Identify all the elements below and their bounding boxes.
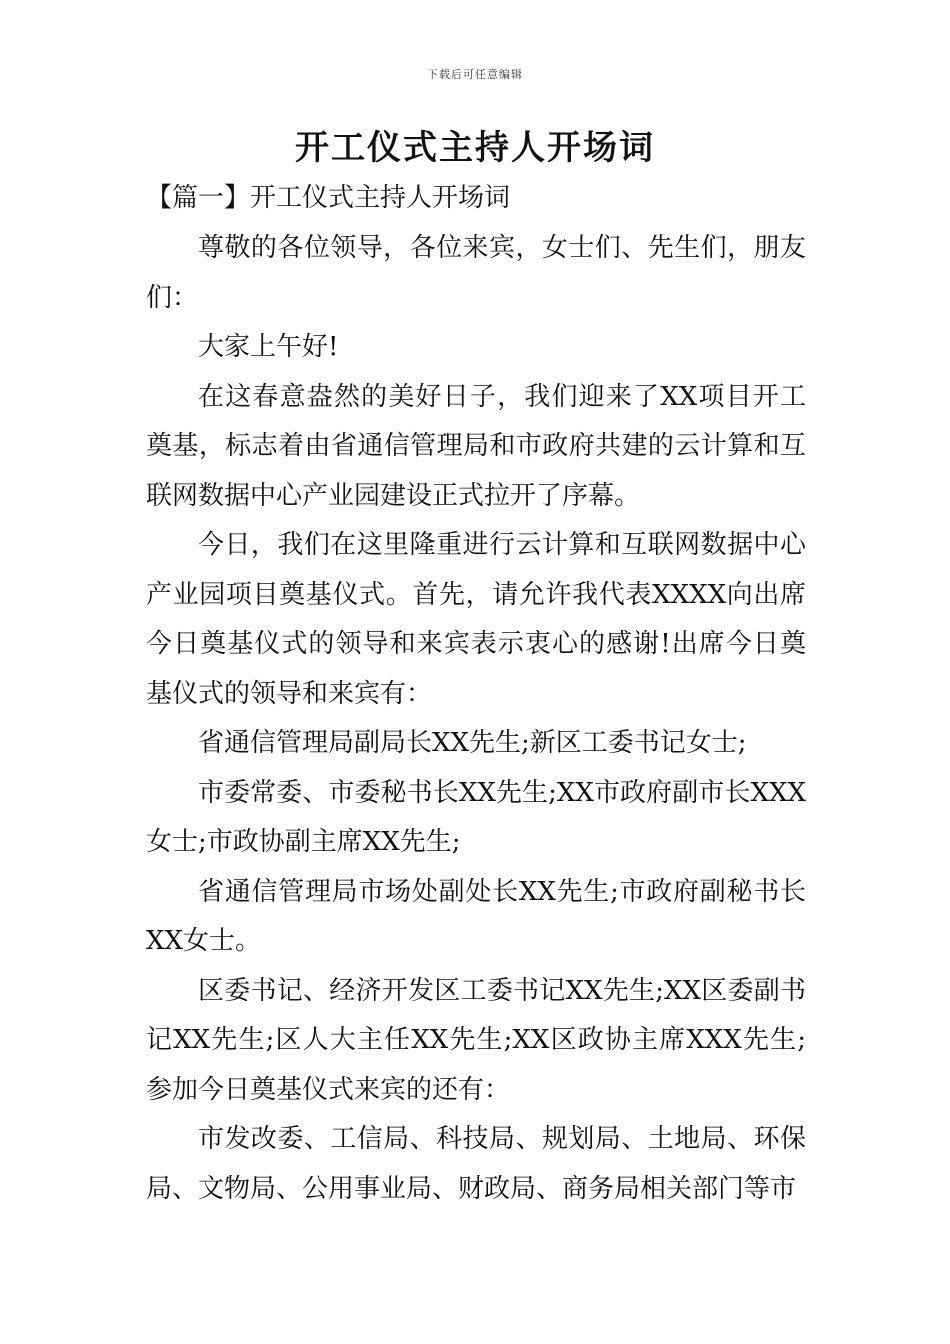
paragraph-guest-list-4: 区委书记、经济开发区工委书记XX先生;XX区委副书记XX先生;区人大主任XX先生;XX区政协主席XXX先生;参加今日奠基仪式来宾的还有：	[146, 975, 806, 1105]
document-body	[146, 224, 806, 1214]
paragraph-greeting: 尊敬的各位领导，各位来宾，女士们、先生们，朋友们：	[146, 233, 806, 313]
header-note: 下载后可任意编辑	[427, 68, 523, 81]
document-title: 开工仪式主持人开场词	[295, 128, 655, 168]
paragraph-guest-list-1: 省通信管理局副局长XX先生;新区工委书记女士;	[198, 728, 747, 758]
paragraph-guest-list-3: 省通信管理局市场处副处长XX先生;市政府副秘书长XX女士。	[146, 876, 806, 956]
section-heading: 【篇一】开工仪式主持人开场词	[146, 183, 511, 213]
paragraph-guest-list-2: 市委常委、市委秘书长XX先生;XX市政府副市长XXX女士;市政协副主席XX先生;	[146, 777, 806, 857]
paragraph-departments: 市发改委、工信局、科技局、规划局、土地局、环保局、文物局、公用事业局、财政局、商务局相关部门等市	[146, 1124, 806, 1204]
paragraph-ceremony-intro: 今日，我们在这里隆重进行云计算和互联网数据中心产业园项目奠基仪式。首先，请允许我代表XXXX向出席今日奠基仪式的领导和来宾表示衷心的感谢!出席今日奠基仪式的领导和来宾有：	[146, 530, 806, 709]
paragraph-good-morning: 大家上午好!	[198, 332, 339, 362]
paragraph-groundbreaking: 在这春意盎然的美好日子，我们迎来了XX项目开工奠基，标志着由省通信管理局和市政府共建的云计算和互联网数据中心产业园建设正式拉开了序幕。	[146, 381, 806, 511]
